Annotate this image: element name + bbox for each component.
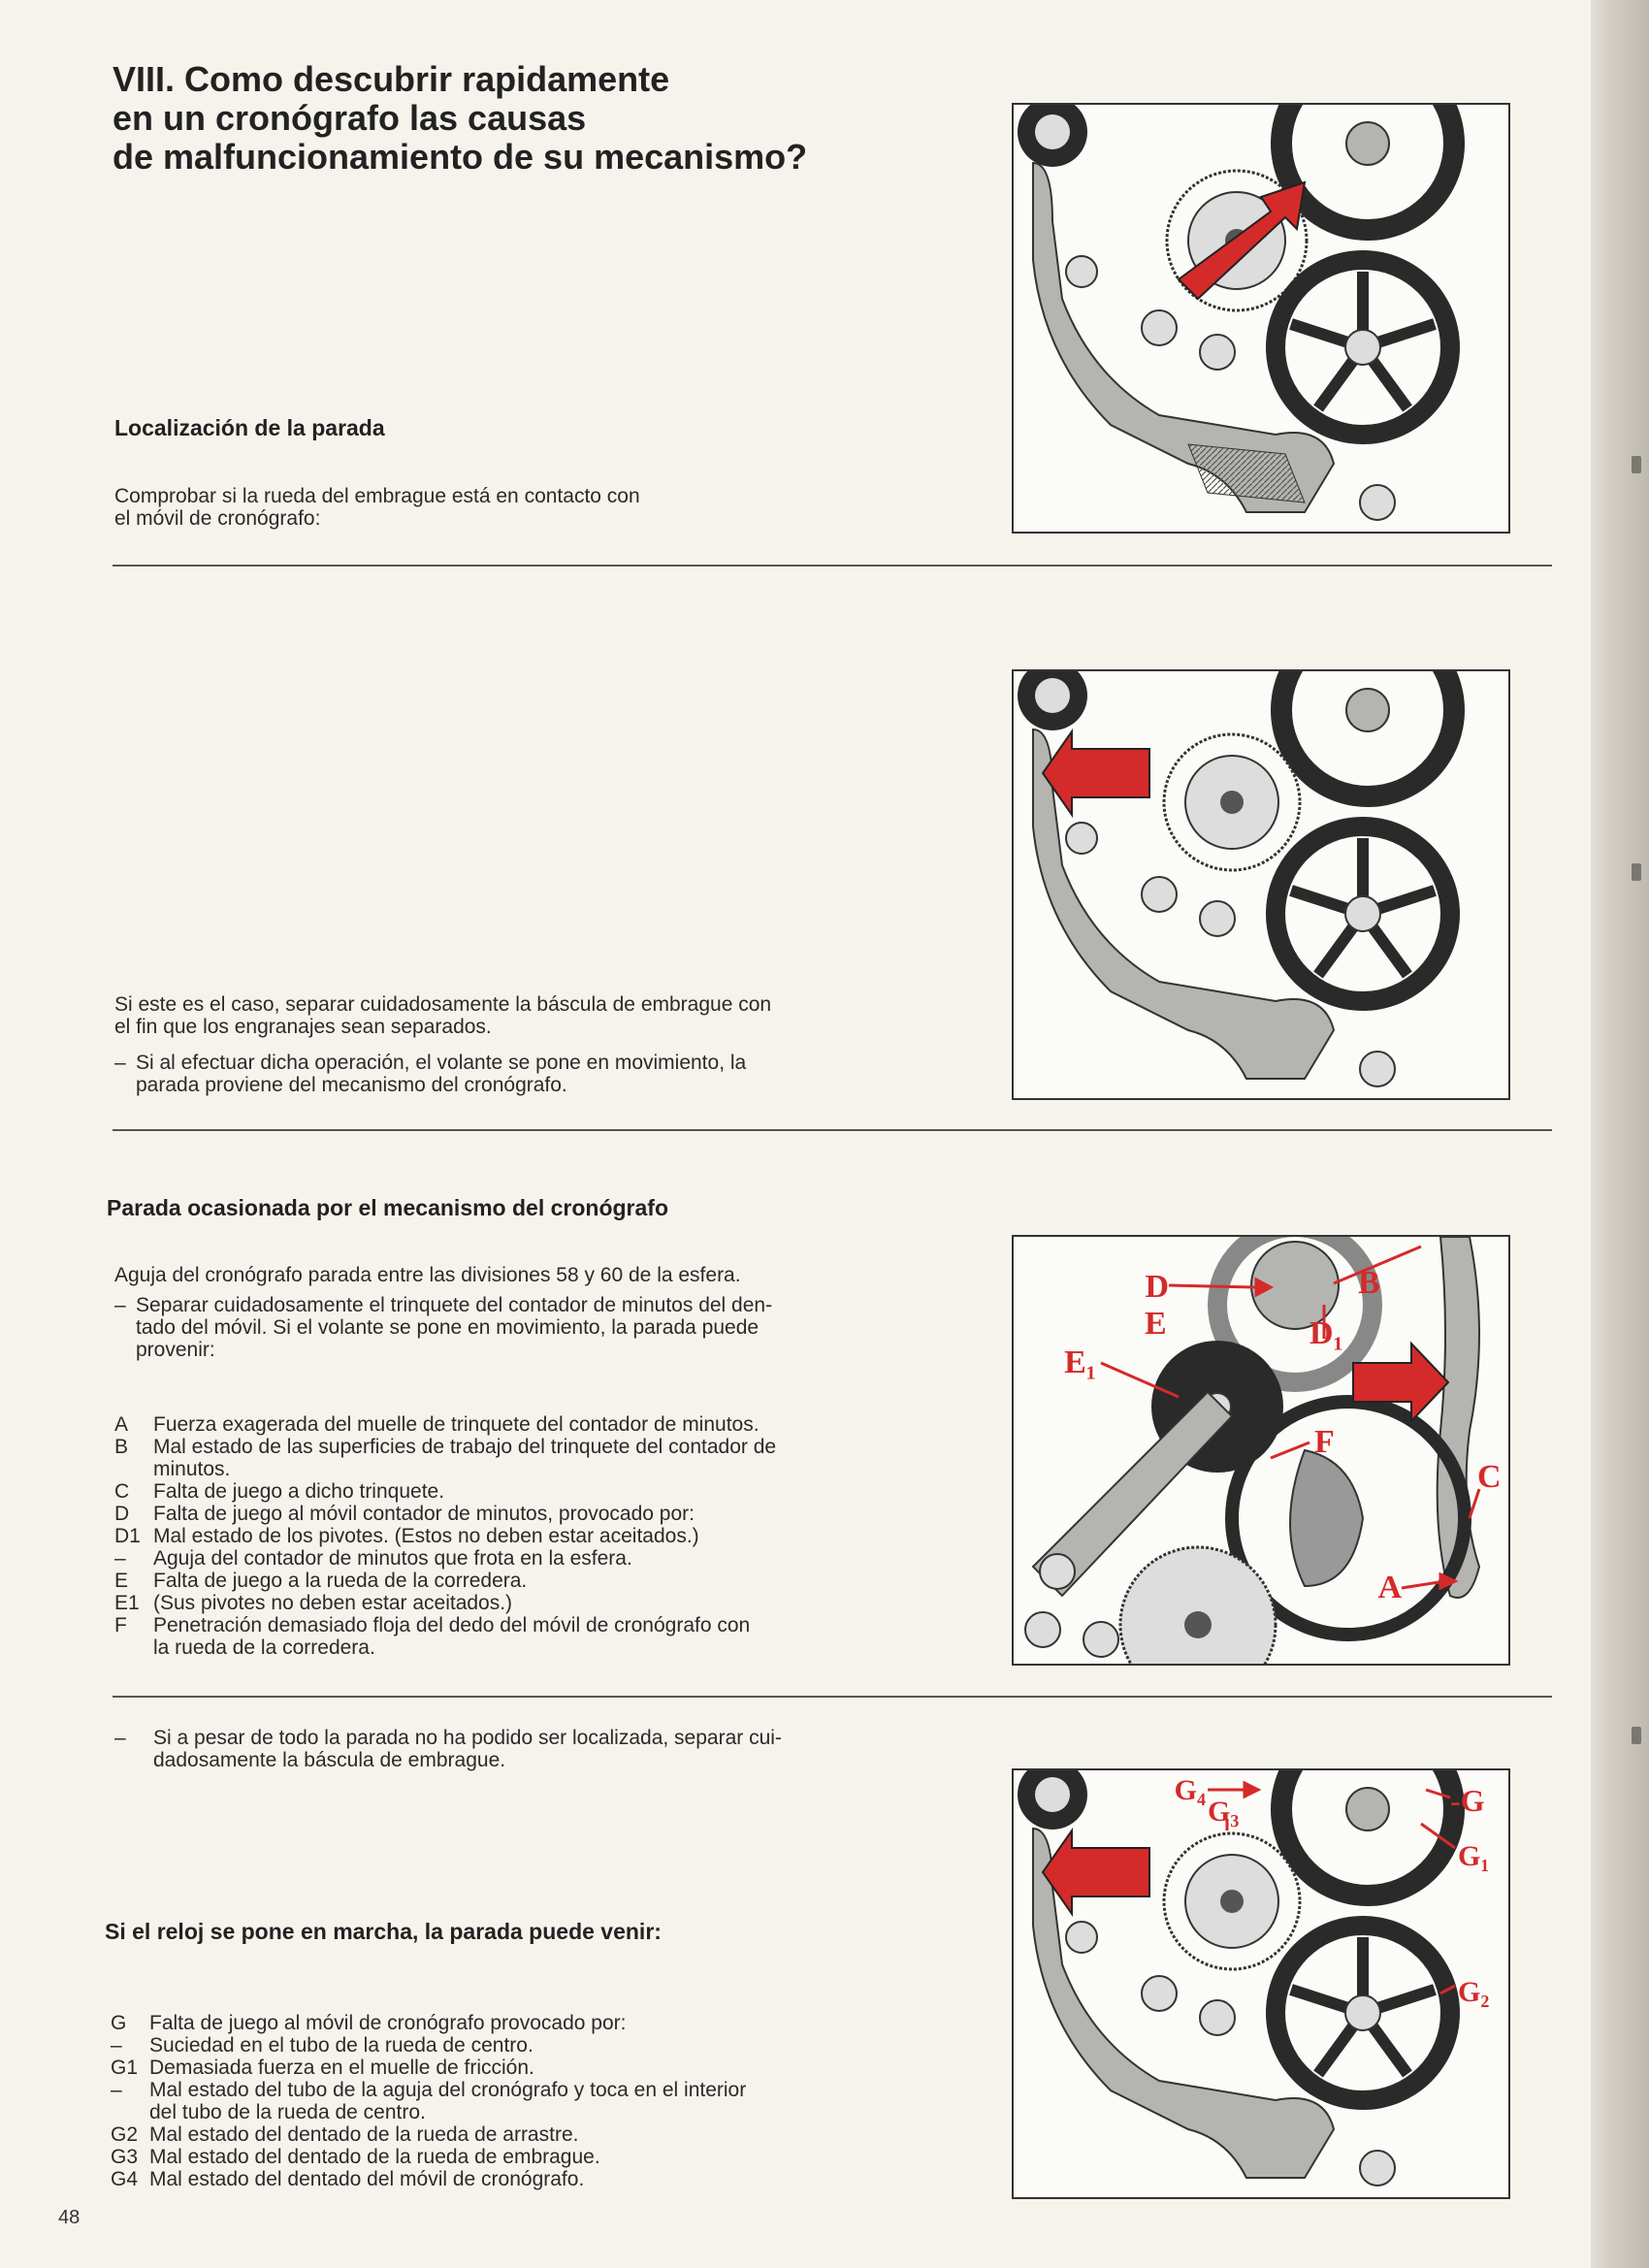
label-D: D [1145,1269,1169,1305]
title-line-1: VIII. Como descubrir rapidamente [113,59,670,99]
list-item-text [136,1052,910,1096]
title-line-2: en un cronógrafo las causas [113,98,587,138]
item-text: Mal estado del tubo de la aguja del cronógrafo y toca en el interior [149,2079,747,2101]
figure-chronograph-g-causes [1012,1768,1510,2199]
label-F: F [1314,1424,1335,1460]
item-key: B [114,1436,129,1458]
item-text: Falta de juego a la rueda de la corredera. [153,1570,528,1592]
label-B: B [1358,1265,1380,1301]
section2-text-line: el fin que los engranajes sean separados. [114,1016,492,1038]
item-text: Penetración demasiado floja del dedo del móvil de cronógrafo con [153,1614,751,1636]
list-item [111,2034,916,2057]
item-key: D1 [114,1525,141,1547]
adjacent-page-edge [1591,0,1649,2268]
item-key: C [114,1480,130,1503]
section3-intro: Aguja del cronógrafo parada entre las divisiones 58 y 60 de la esfera. [114,1264,741,1286]
list-item-line: Si a pesar de todo la parada no ha podido ser localizada, separar cui- [153,1727,782,1749]
section1-text-line: Comprobar si la rueda del embrague está en contacto con [114,485,640,507]
heading-si-reloj-marcha: Si el reloj se pone en marcha, la parada puede venir: [105,1919,662,1944]
item-key: – [114,1547,126,1570]
list-item [111,2012,916,2034]
item-key: E1 [114,1592,140,1614]
section2-text [114,993,910,1096]
item-text: Mal estado de las superficies de trabajo del trinquete del contador de [153,1436,777,1458]
list-item-line: Si al efectuar dicha operación, el volante se pone en movimiento, la [136,1052,747,1074]
item-text: Mal estado del dentado del móvil de cronógrafo. [149,2168,585,2190]
list-item [114,1570,910,1592]
dash-marker: – [114,1727,126,1749]
item-text: Suciedad en el tubo de la rueda de centro. [149,2034,534,2057]
section1-text-line: el móvil de cronógrafo: [114,507,321,530]
figure-clutch-contact [1012,103,1510,534]
label-G2: G₂ [1458,1976,1490,2008]
list-item [114,1727,910,1771]
list-item [114,1503,910,1525]
item-key: G4 [111,2168,139,2190]
item-text: minutos. [153,1458,231,1480]
list-item [111,2057,916,2079]
item-text: Mal estado del dentado de la rueda de embrague. [149,2146,600,2168]
list-item [111,2146,916,2168]
item-key: – [111,2034,122,2057]
list-item [114,1525,910,1547]
dash-marker: – [114,1052,126,1074]
section2-text-line: Si este es el caso, separar cuidadosamente la báscula de embrague con [114,993,772,1016]
list-item-text [136,1294,910,1361]
list-item [114,1480,910,1503]
list-item [111,2079,916,2123]
list-item [114,1294,910,1361]
item-text: Mal estado del dentado de la rueda de arrastre. [149,2123,579,2146]
item-text: Fuerza exagerada del muelle de trinquete del contador de minutos. [153,1413,760,1436]
item-key: G3 [111,2146,139,2168]
item-text: Demasiada fuerza en el muelle de fricción. [149,2057,534,2079]
label-A: A [1377,1570,1402,1605]
section3-text [114,1264,910,1361]
title-line-3: de malfuncionamiento de su mecanismo? [113,137,808,177]
causes-list-a-f [114,1413,910,1659]
figure-chronograph-mechanism [1012,1235,1510,1666]
list-item-line: tado del móvil. Si el volante se pone en movimiento, la parada puede [136,1316,760,1339]
dash-marker: – [114,1294,126,1316]
divider [113,1696,1552,1698]
item-key: F [114,1614,127,1636]
figure-clutch-separated [1012,669,1510,1100]
item-key: G1 [111,2057,139,2079]
divider [113,1129,1552,1131]
item-key: D [114,1503,130,1525]
label-C: C [1477,1459,1502,1495]
heading-parada-cronografo: Parada ocasionada por el mecanismo del cronógrafo [107,1195,669,1220]
label-E1: E₁ [1064,1345,1096,1380]
page-title [113,60,986,177]
item-text: Falta de juego al móvil contador de minutos, provocado por: [153,1503,695,1525]
heading-localizacion: Localización de la parada [114,415,385,440]
list-item [114,1052,910,1096]
item-text: Falta de juego a dicho trinquete. [153,1480,445,1503]
section1-text [114,485,968,530]
list-item [114,1547,910,1570]
list-item [114,1614,910,1659]
divider [113,565,1552,567]
label-D1: D₁ [1310,1315,1343,1351]
list-item-line: provenir: [136,1339,215,1361]
page-number: 48 [58,2207,81,2228]
label-G1: G₁ [1458,1840,1490,1872]
list-item-line: Separar cuidadosamente el trinquete del contador de minutos del den- [136,1294,773,1316]
list-item [111,2123,916,2146]
item-text: Aguja del contador de minutos que frota en la esfera. [153,1547,632,1570]
list-item [114,1592,910,1614]
section4-text [114,1727,910,1771]
list-item-text [153,1727,910,1771]
label-G4: G₄ [1174,1774,1206,1806]
list-item-line: parada proviene del mecanismo del cronógrafo. [136,1074,567,1096]
item-key: A [114,1413,129,1436]
item-text: del tubo de la rueda de centro. [149,2101,426,2123]
item-key: G [111,2012,127,2034]
item-key: G2 [111,2123,139,2146]
list-item [111,2168,916,2190]
label-G3: G₃ [1208,1796,1240,1828]
item-key: E [114,1570,129,1592]
item-text: Mal estado de los pivotes. (Estos no deben estar aceitados.) [153,1525,699,1547]
causes-list-g [111,2012,916,2190]
label-E: E [1145,1306,1167,1342]
item-text: la rueda de la corredera. [153,1636,375,1659]
label-G: -G [1450,1783,1485,1818]
item-text: Falta de juego al móvil de cronógrafo provocado por: [149,2012,627,2034]
list-item [114,1436,910,1480]
list-item-line: dadosamente la báscula de embrague. [153,1749,506,1771]
item-text: (Sus pivotes no deben estar aceitados.) [153,1592,513,1614]
list-item [114,1413,910,1436]
item-key: – [111,2079,122,2101]
